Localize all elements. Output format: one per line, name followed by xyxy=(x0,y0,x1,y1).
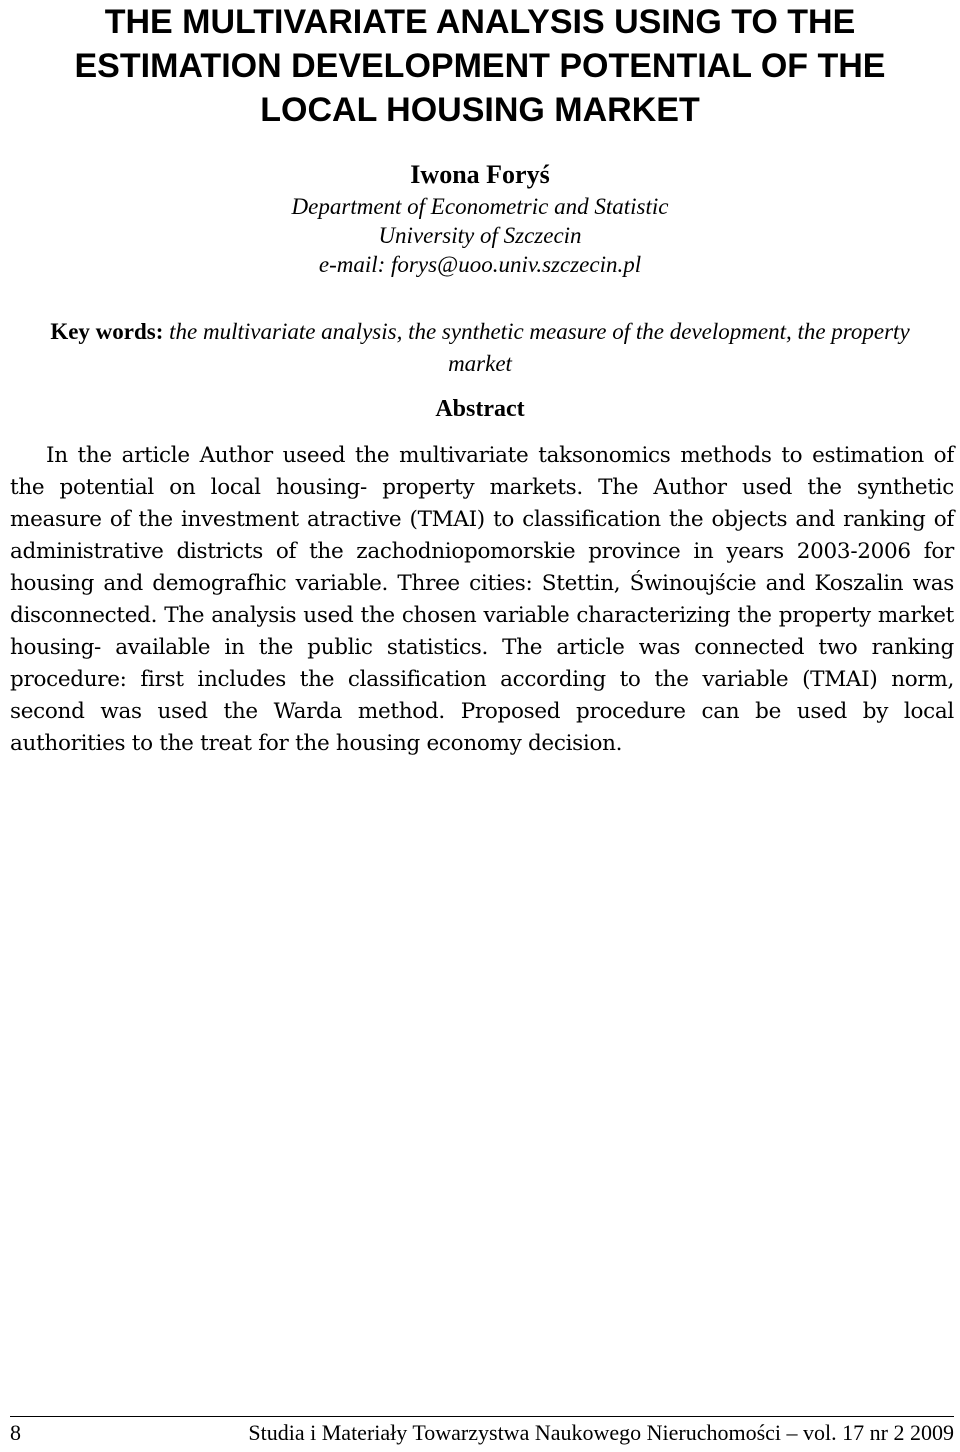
title-line-3: LOCAL HOUSING MARKET xyxy=(260,91,700,129)
title-line-1: THE MULTIVARIATE ANALYSIS USING TO THE xyxy=(104,3,856,41)
paper-title xyxy=(0,0,960,132)
title-line-2: ESTIMATION DEVELOPMENT POTENTIAL OF THE xyxy=(74,47,886,85)
author-block xyxy=(0,158,960,279)
keywords xyxy=(30,316,930,380)
abstract-body: In the article Author useed the multivariate taksonomics methods to estimation of the potential on local housing- property markets. The Author used the synthetic measure of the investment atractive (TMAI) to classification the objects and ranking of administrative districts of the zachodniopomorskie province in years 2003-2006 for housing and demografhic variable. Three cities: Stettin, Świnoujście and Koszalin was disconnected. The analysis used the chosen variable characterizing the property market housing- available in the public statistics. The article was connected two ranking procedure: first includes the classification according to the variable (TMAI) norm, second was used the Warda method. Proposed procedure can be used by local authorities to the treat for the housing economy decision. xyxy=(10,443,954,756)
abstract-heading: Abstract xyxy=(435,396,525,422)
keywords-label: Key words: xyxy=(50,319,164,344)
author-university: University of Szczecin xyxy=(378,223,582,248)
footer-rule xyxy=(10,1416,954,1417)
page-number: 8 xyxy=(10,1420,21,1445)
author-email: e-mail: forys@uoo.univ.szczecin.pl xyxy=(318,252,642,277)
journal-name: Studia i Materiały Towarzystwa Naukowego Nieruchomości – vol. 17 nr 2 2009 xyxy=(248,1420,954,1445)
author-name: Iwona Foryś xyxy=(410,160,550,189)
author-department: Department of Econometric and Statistic xyxy=(291,194,669,219)
keywords-text: the multivariate analysis, the synthetic measure of the development, the property market xyxy=(163,319,910,376)
